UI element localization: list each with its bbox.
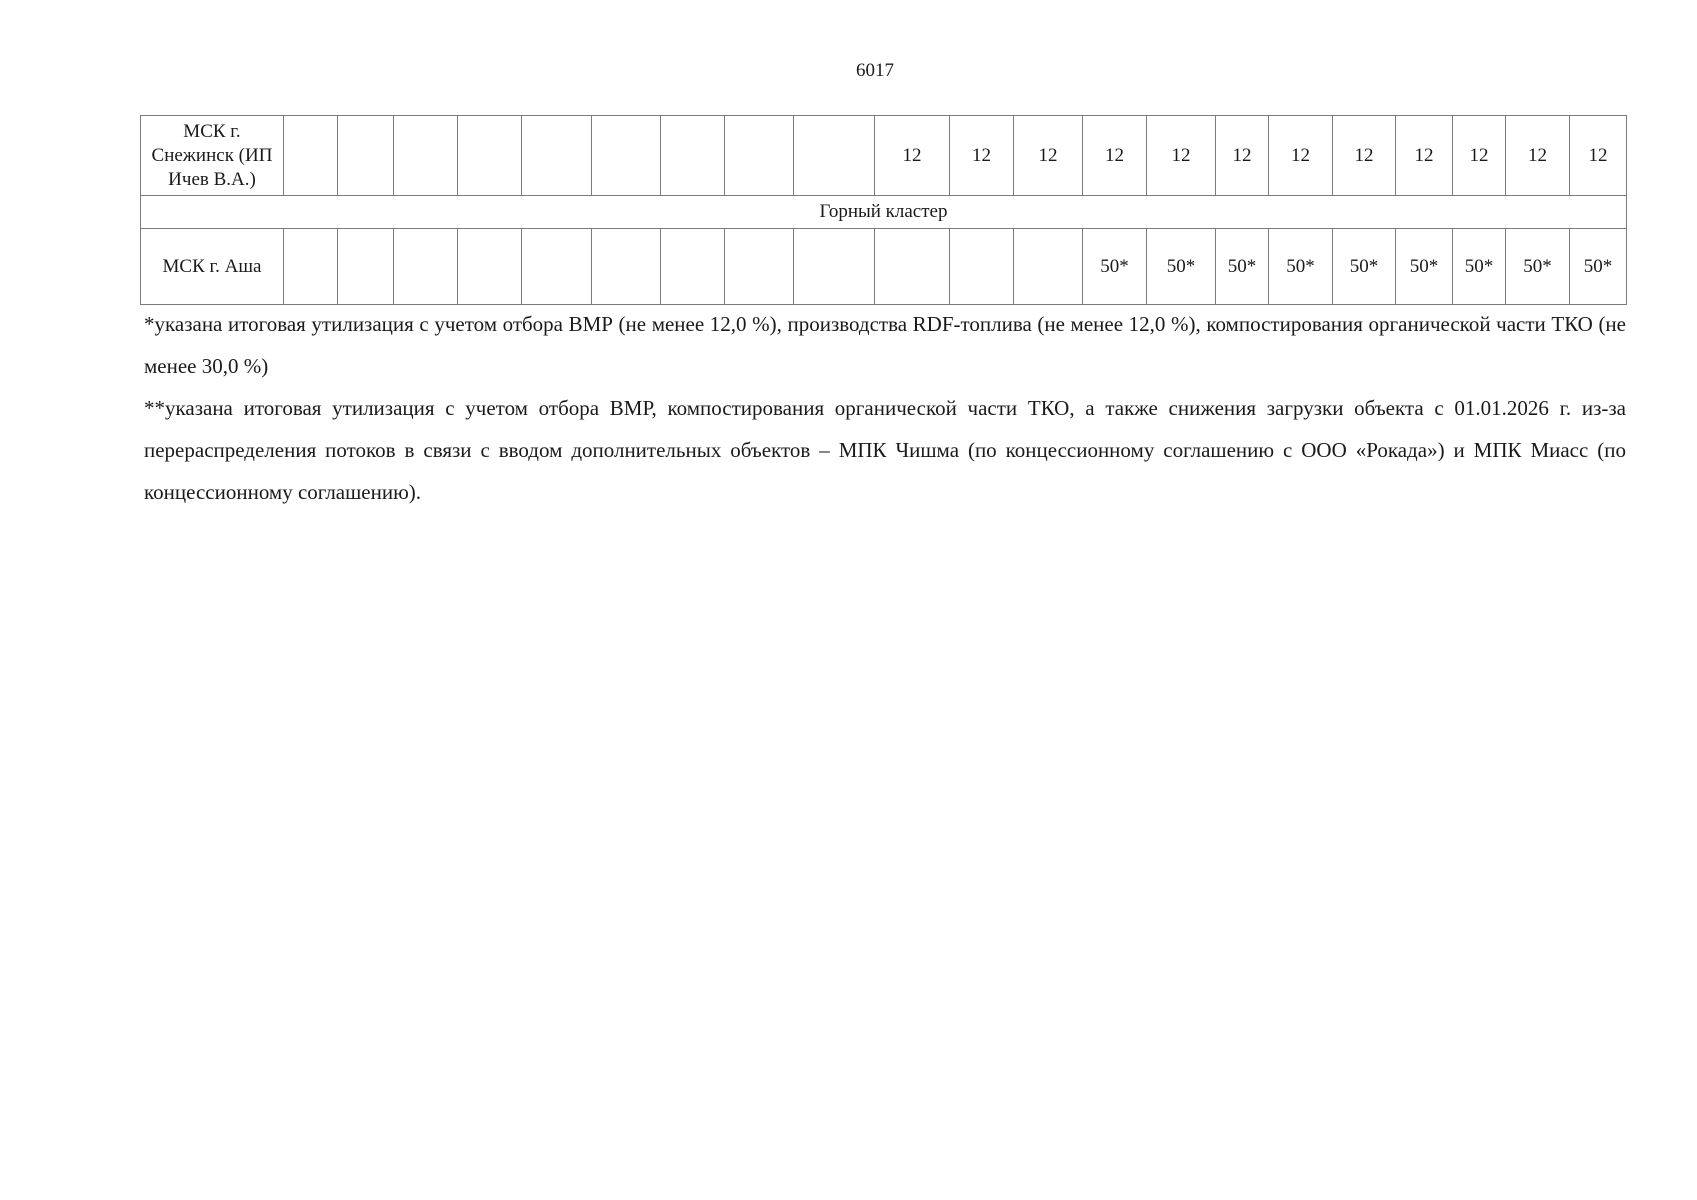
value-cell [284, 229, 338, 305]
footnotes [144, 303, 1626, 513]
utilization-table [140, 115, 1627, 305]
value-cell [522, 229, 592, 305]
value-cell [592, 116, 661, 196]
value-cell [284, 116, 338, 196]
value-cell: 50* [1147, 229, 1216, 305]
facility-name-line: Снежинск (ИП [151, 144, 273, 166]
table-row-msk-snezhinsk [141, 116, 1627, 196]
value-cell: 12 [1570, 116, 1627, 196]
value-cell: 50* [1396, 229, 1453, 305]
value-cell [1014, 229, 1083, 305]
value-cell: 12 [1147, 116, 1216, 196]
value-cell [458, 116, 522, 196]
value-cell: 12 [1269, 116, 1333, 196]
value-cell [794, 229, 875, 305]
footnote-double-asterisk: **указана итоговая утилизация с учетом отбора ВМР, компостирования органической части ТКО, а также снижения загрузки объекта с 01.01.2026 г. из-за перераспределения потоков в связи с вводом дополнительных объектов – МПК Чишма (по концессионному соглашению с ООО «Рокада») и МПК Миасс (по концессионному соглашению). [144, 396, 1626, 504]
value-cell [725, 229, 794, 305]
value-cell: 12 [1396, 116, 1453, 196]
value-cell [338, 229, 394, 305]
value-cell: 50* [1269, 229, 1333, 305]
value-cell [725, 116, 794, 196]
facility-name-cell [141, 116, 284, 196]
value-cell: 12 [1453, 116, 1506, 196]
value-cell: 12 [1216, 116, 1269, 196]
value-cell: 12 [1333, 116, 1396, 196]
section-header-cell: Горный кластер [141, 196, 1627, 229]
value-cell: 50* [1083, 229, 1147, 305]
value-cell [794, 116, 875, 196]
value-cell: 50* [1506, 229, 1570, 305]
value-cell [522, 116, 592, 196]
value-cell: 50* [1453, 229, 1506, 305]
value-cell: 50* [1216, 229, 1269, 305]
page-number: 6017 [856, 60, 894, 81]
value-cell [661, 229, 725, 305]
value-cell [338, 116, 394, 196]
value-cell: 12 [950, 116, 1014, 196]
value-cell [458, 229, 522, 305]
facility-name-line: МСК г. Аша [162, 255, 262, 277]
value-cell: 12 [1506, 116, 1570, 196]
facility-name-line: МСК г. [183, 120, 241, 142]
table-section-gorny-cluster [141, 196, 1627, 229]
value-cell: 12 [1014, 116, 1083, 196]
value-cell: 50* [1570, 229, 1627, 305]
facility-name-cell [141, 229, 284, 305]
facility-name-line: Ичев В.А.) [168, 168, 256, 190]
footnote-single-asterisk: *указана итоговая утилизация с учетом отбора ВМР (не менее 12,0 %), производства RDF-топлива (не менее 12,0 %), компостирования органической части ТКО (не менее 30,0 %) [144, 312, 1626, 378]
value-cell [661, 116, 725, 196]
value-cell: 12 [875, 116, 950, 196]
value-cell [592, 229, 661, 305]
table-row-msk-asha [141, 229, 1627, 305]
value-cell: 12 [1083, 116, 1147, 196]
value-cell: 50* [1333, 229, 1396, 305]
value-cell [950, 229, 1014, 305]
value-cell [875, 229, 950, 305]
value-cell [394, 229, 458, 305]
value-cell [394, 116, 458, 196]
